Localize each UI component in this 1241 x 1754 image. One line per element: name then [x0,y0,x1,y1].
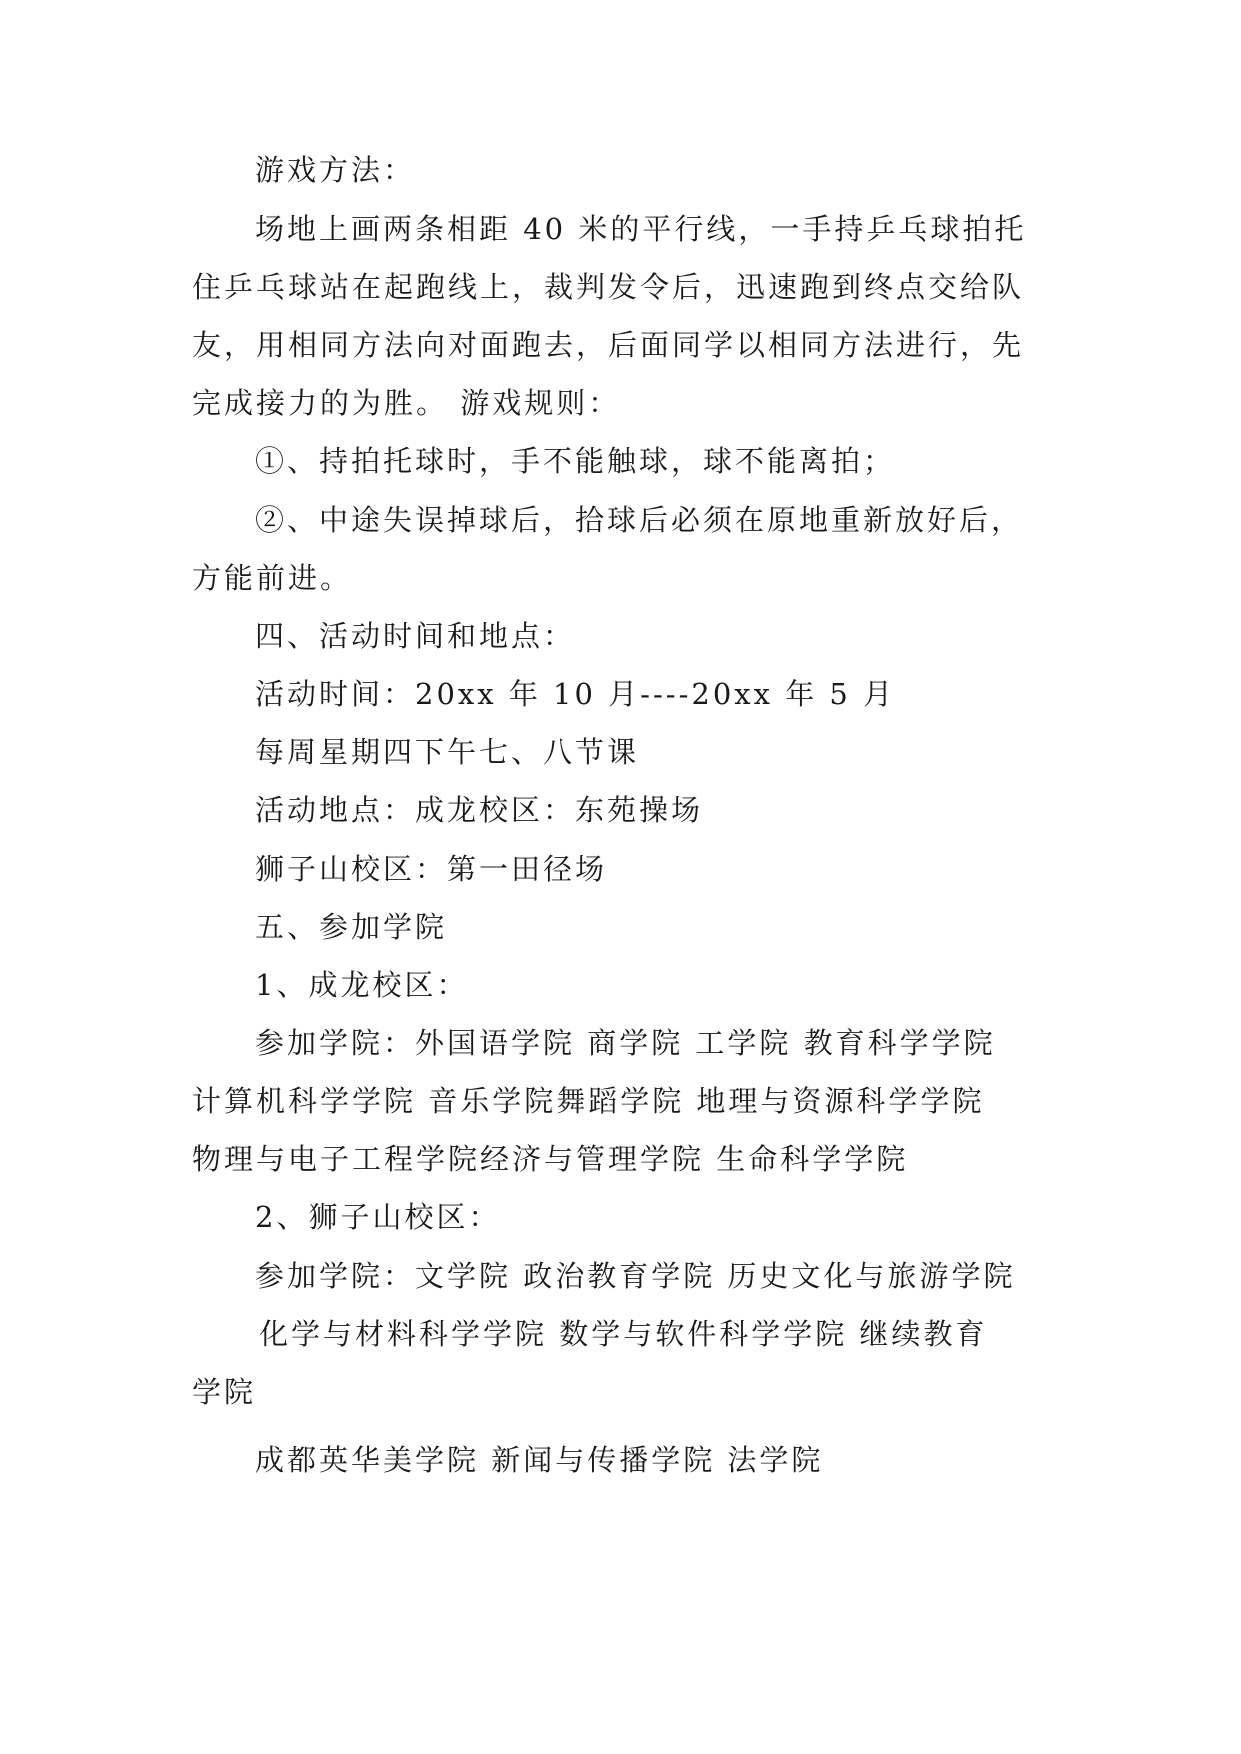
college-list-line: 物理与电子工程学院经济与管理学院 生命科学学院 [192,1142,909,1176]
paragraph-line: 方能前进。 [192,561,353,595]
paragraph-line: 场地上画两条相距 40 米的平行线，一手持乒乓球拍托 [255,212,1027,246]
college-list-line: 参加学院：外国语学院 商学院 工学院 教育科学学院 [255,1026,996,1060]
college-list-line: 学院 [192,1375,257,1409]
rule-item-1: ①、持拍托球时，手不能触球，球不能离拍； [255,444,896,478]
paragraph-line: 完成接力的为胜。 游戏规则： [192,386,621,420]
campus-heading-chenglong: 1、成龙校区： [255,968,469,1002]
paragraph-line: 友，用相同方法向对面跑去，后面同学以相同方法进行，先 [192,328,1025,362]
activity-location: 活动地点：成龙校区：东苑操场 [255,793,704,827]
college-list-line: 参加学院：文学院 政治教育学院 历史文化与旅游学院 [255,1259,1016,1293]
college-list-line: 成都英华美学院 新闻与传播学院 法学院 [255,1443,824,1477]
college-list-line: 计算机科学学院 音乐学院舞蹈学院 地理与资源科学学院 [192,1084,985,1118]
activity-location-campus2: 狮子山校区：第一田径场 [255,852,608,886]
heading-game-method: 游戏方法： [255,153,416,187]
section-heading-time-place: 四、活动时间和地点： [255,619,576,653]
paragraph-line: 住乒乓球站在起跑线上，裁判发令后，迅速跑到终点交给队 [192,270,1025,304]
activity-time: 活动时间：20xx 年 10 月----20xx 年 5 月 [255,677,896,711]
rule-item-2: ②、中途失误掉球后，拾球后必须在原地重新放好后， [255,503,1024,537]
campus-heading-shizishan: 2、狮子山校区： [255,1200,501,1234]
weekly-schedule: 每周星期四下午七、八节课 [255,735,640,769]
section-heading-colleges: 五、参加学院 [255,910,448,944]
college-list-line: 化学与材料科学学院 数学与软件科学学院 继续教育 [259,1317,988,1351]
